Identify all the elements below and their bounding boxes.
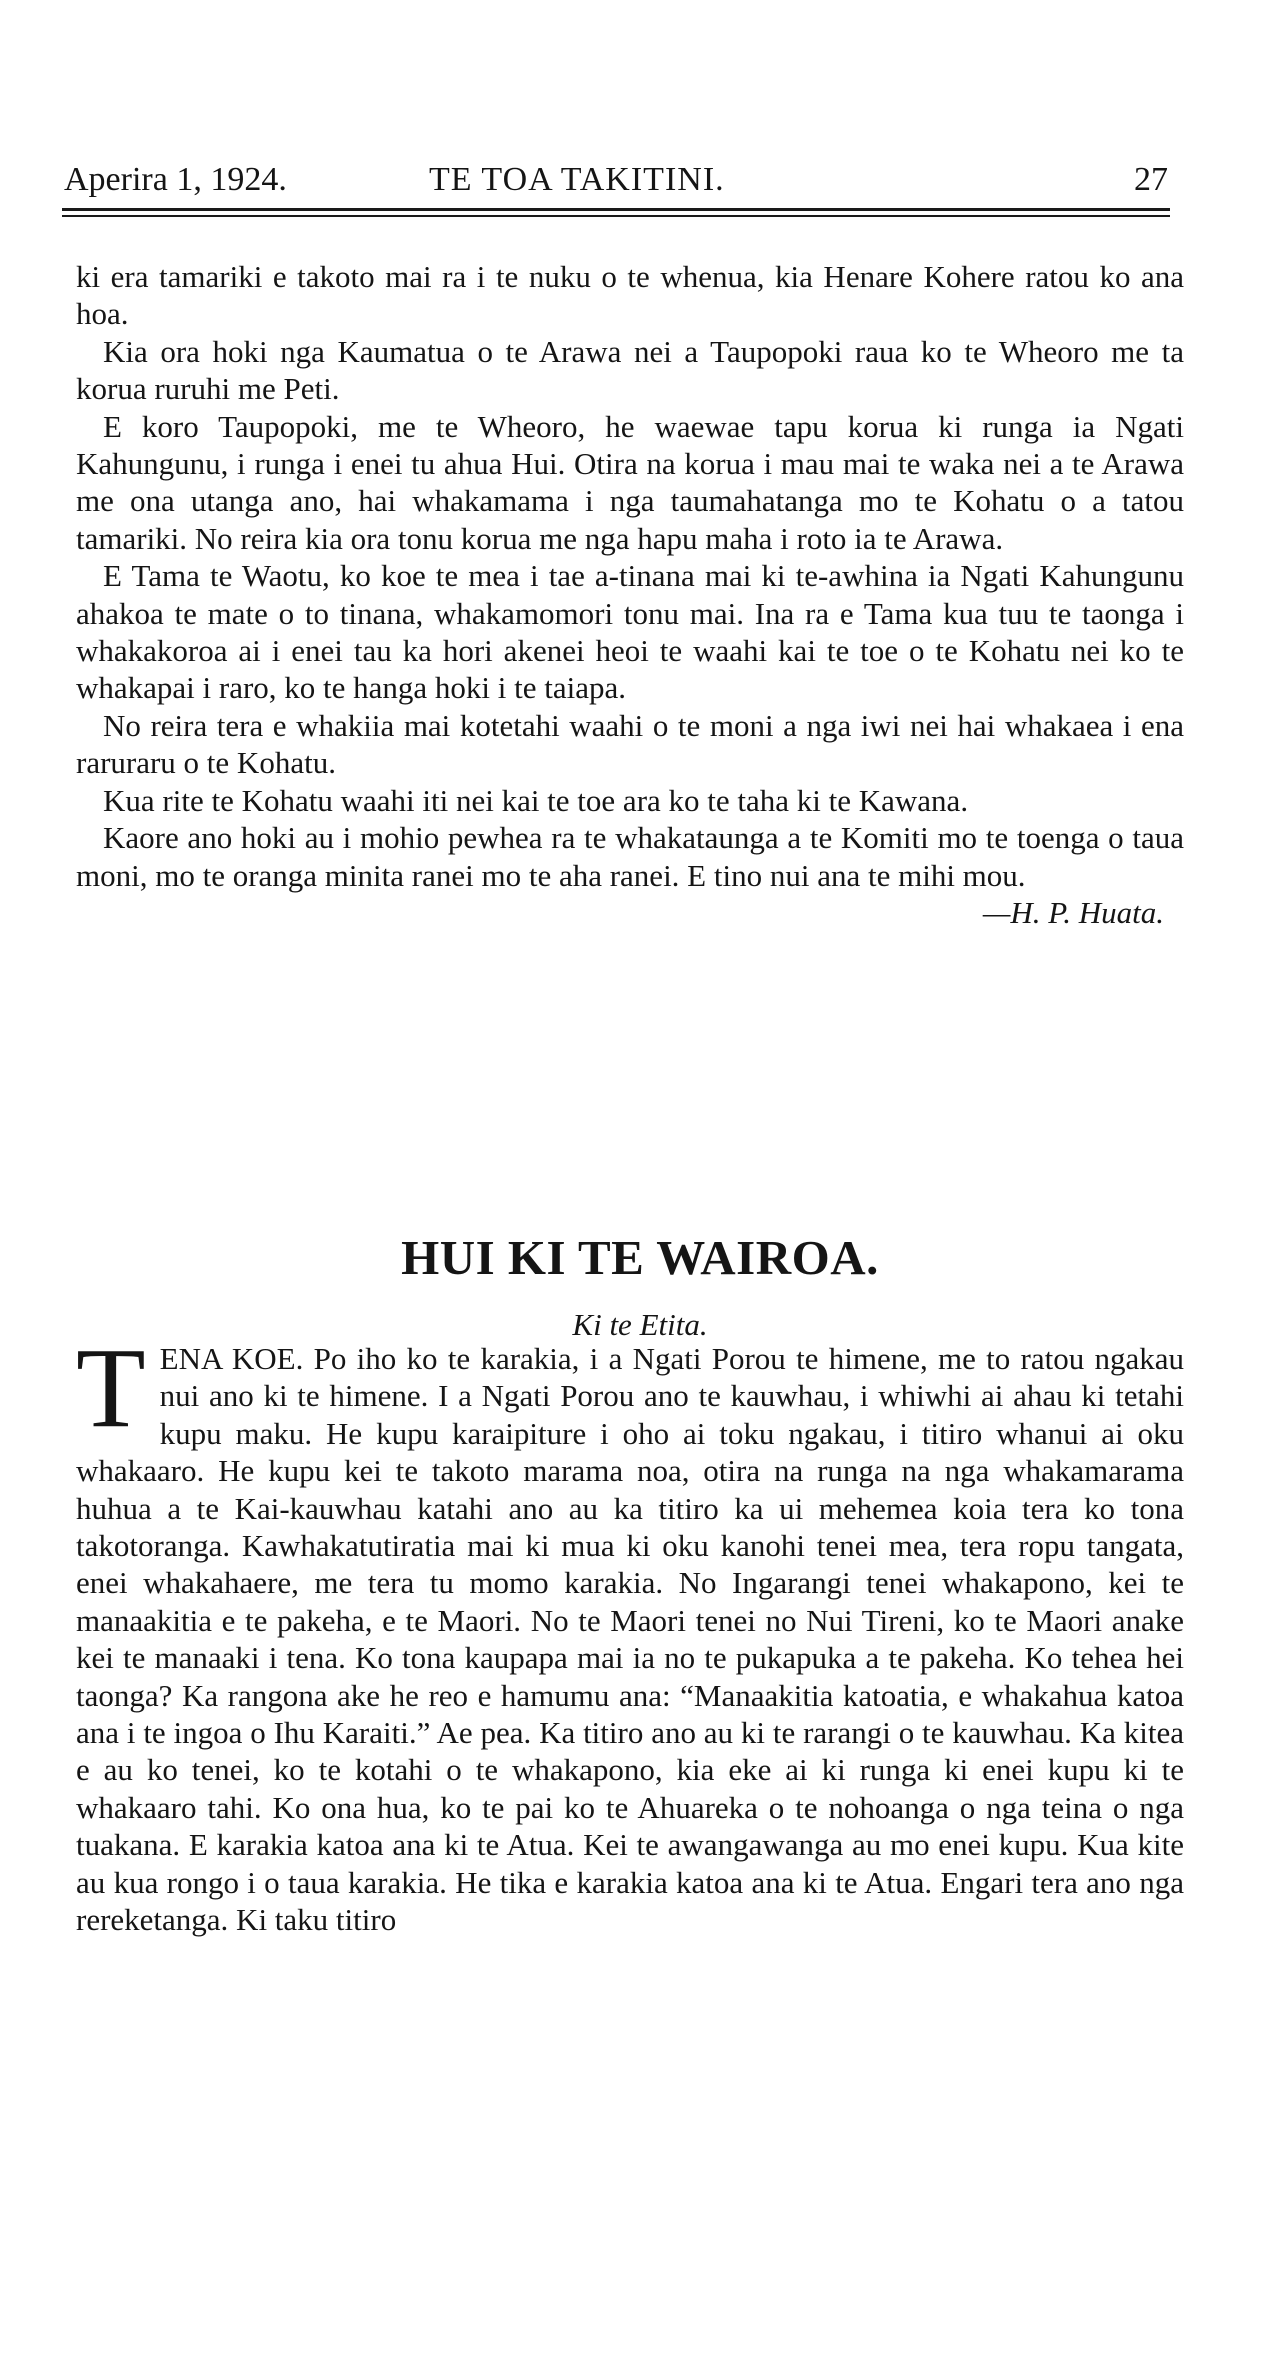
letter-paragraph: E koro Taupopoki, me te Wheoro, he waewae tapu korua ki runga ia Ngati Kahungunu, i runga i enei tu ahua Hui. Otira na korua i mau mai te waka nei a te Arawa me ona utanga ano, hai whakamama i nga taumahatanga mo te Kohatu o a tatou tamariki. No reira kia ora tonu korua me nga hapu maha i roto ia te Arawa.: [76, 408, 1184, 556]
letter-paragraph: No reira tera e whakiia mai kotetahi waahi o te moni a nga iwi nei hai whakaea i ena raruraru o te Kohatu.: [76, 707, 1184, 781]
header-rule-thick: [62, 208, 1170, 211]
letter-paragraph: E Tama te Waotu, ko koe te mea i tae a-tinana mai ki te-awhina ia Ngati Kahungunu ahakoa te mate o to tinana, whakamomori tonu mai. Ina ra e Tama kua tuu te taonga i whakakoroa ai i enei tau ka hori akenei heoi te waahi kai te toe o te Kohatu nei ko te whakapai i raro, ko te hanga hoki i te taiapa.: [76, 558, 1184, 706]
article-subheading: Ki te Etita.: [572, 1307, 708, 1342]
letter-paragraph: Kua rite te Kohatu waahi iti nei kai te toe ara ko te taha ki te Kawana.: [103, 782, 969, 818]
header-rule-thin: [62, 215, 1170, 217]
letter-paragraph: ki era tamariki e takoto mai ra i te nuku o te whenua, kia Henare Kohere ratou ko ana hoa.: [76, 259, 1184, 332]
page-number: 27: [1134, 161, 1168, 198]
letter-continuation: [76, 258, 1184, 931]
letter-signature: —H. P. Huata.: [982, 894, 1164, 930]
drop-cap: T: [76, 1324, 146, 1451]
letter-paragraph: Kia ora hoki nga Kaumatua o te Arawa nei a Taupopoki raua ko te Wheoro me ta korua ruruhi me Peti.: [76, 333, 1184, 407]
publication-title: TE TOA TAKITINI.: [429, 161, 725, 198]
page-header: [64, 160, 1168, 200]
issue-date: Aperira 1, 1924.: [64, 161, 287, 198]
letter-paragraph: Kaore ano hoki au i mohio pewhea ra te whakataunga a te Komiti mo te toenga o taua moni, mo te oranga minita ranei mo te aha ranei. E tino nui ana te mihi mou.: [76, 820, 1184, 893]
article-text: ENA KOE. Po iho ko te karakia, i a Ngati Porou te himene, me to ratou ngakau nui ano ki te himene. I a Ngati Porou ano te kauwhau, i whiwhi ai ahau ki tetahi kupu maku. He kupu karaipiture i oho ai toku ngakau, i titiro whanui ai oku whakaaro. He kupu kei te takoto marama noa, otira na runga na nga whakamarama huhua a te Kai-kauwhau katahi ano au ka titiro ka ui mehemea koia tera ko tona takotoranga. Kawhakatutiratia mai ki mua ki oku kanohi tenei mea, tera ropu tangata, enei whakahaere, me tera tu momo karakia. No Ingarangi tenei whakapono, kei te manaakitia e te pakeha, e te Maori. No te Maori tenei no Nui Tireni, ko te Maori anake kei te manaaki i tena. Ko tona kaupapa mai ia no te pukapuka a te pakeha. Ko tehea hei taonga? Ka rangona ake he reo e hamumu ana: “Manaakitia katoatia, e whakahua katoa ana i te ingoa o Ihu Karaiti.” Ae pea. Ka titiro ano au ki te rarangi o te kauwhau. Ka kitea e au ko tenei, ko te kotahi o te whakapono, kia eke ai ki runga ki enei kupu ki te whakaaro tahi. Ko ona hua, ko te pai ko te Ahuareka o te nohoanga o nga teina o nga tuakana. E karakia katoa ana ki te Atua. Kei te awangawanga au mo enei kupu. Kua kite au kua rongo i o taua karakia. He tika e karakia katoa ana ki te Atua. Engari tera ano nga rereketanga. Ki taku titiro: [76, 1341, 1184, 1938]
article-heading: HUI KI TE WAIROA.: [401, 1230, 879, 1285]
